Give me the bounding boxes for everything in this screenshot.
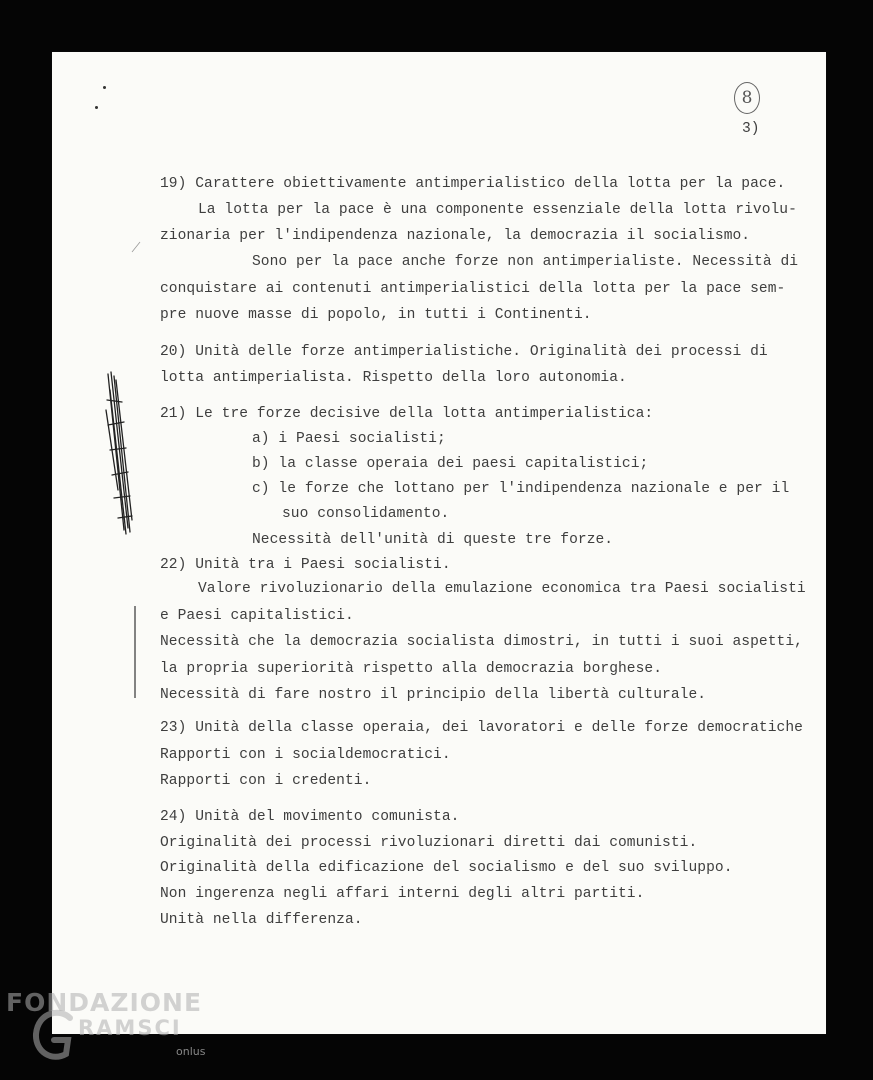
pen-hatch-mark bbox=[102, 370, 142, 540]
body-line: Valore rivoluzionario della emulazione economica tra Paesi socialisti bbox=[198, 581, 806, 597]
body-line: Originalità della edificazione del socialismo e del suo sviluppo. bbox=[160, 860, 733, 876]
body-line: Necessità di fare nostro il principio della libertà culturale. bbox=[160, 687, 707, 703]
body-line: conquistare ai contenuti antimperialistici della lotta per la pace sem- bbox=[160, 281, 786, 297]
item-22-heading: 22) Unità tra i Paesi socialisti. bbox=[160, 557, 451, 573]
body-line: Rapporti con i socialdemocratici. bbox=[160, 747, 451, 763]
item-21-heading: 21) Le tre forze decisive della lotta antimperialistica: bbox=[160, 406, 654, 422]
typed-page-number: 3) bbox=[742, 121, 760, 137]
item-19-heading: 19) Carattere obiettivamente antimperialistico della lotta per la pace. bbox=[160, 176, 786, 192]
body-line: Originalità dei processi rivoluzionari diretti dai comunisti. bbox=[160, 835, 698, 851]
item-23-heading: 23) Unità della classe operaia, dei lavoratori e delle forze democratiche bbox=[160, 720, 803, 736]
body-line: La lotta per la pace è una componente essenziale della lotta rivolu- bbox=[198, 202, 797, 218]
watermark-line1: FONDAZIONE bbox=[6, 988, 203, 1017]
watermark bbox=[0, 986, 260, 1080]
list-item-a: a) i Paesi socialisti; bbox=[252, 431, 446, 447]
margin-vertical-line bbox=[132, 604, 138, 700]
body-line: lotta antimperialista. Rispetto della loro autonomia. bbox=[160, 370, 627, 386]
item-24-heading: 24) Unità del movimento comunista. bbox=[160, 809, 460, 825]
body-line: la propria superiorità rispetto alla democrazia borghese. bbox=[160, 661, 663, 677]
document-page bbox=[52, 52, 826, 1034]
list-item-c-cont: suo consolidamento. bbox=[282, 506, 450, 522]
body-line: Non ingerenza negli affari interni degli altri partiti. bbox=[160, 886, 645, 902]
body-line: e Paesi capitalistici. bbox=[160, 608, 354, 624]
pencil-mark bbox=[130, 240, 142, 254]
handwritten-page-number: 8 bbox=[734, 82, 760, 114]
paper-speck bbox=[103, 86, 106, 89]
body-line: Rapporti con i credenti. bbox=[160, 773, 372, 789]
body-line: Unità nella differenza. bbox=[160, 912, 363, 928]
list-item-c: c) le forze che lottano per l'indipendenza nazionale e per il bbox=[252, 481, 790, 497]
list-item-b: b) la classe operaia dei paesi capitalistici; bbox=[252, 456, 649, 472]
body-line: Necessità dell'unità di queste tre forze. bbox=[252, 532, 614, 548]
body-line: Necessità che la democrazia socialista dimostri, in tutti i suoi aspetti, bbox=[160, 634, 803, 650]
body-line: pre nuove masse di popolo, in tutti i Continenti. bbox=[160, 307, 592, 323]
watermark-g-logo bbox=[32, 1006, 80, 1066]
body-line: zionaria per l'indipendenza nazionale, la democrazia il socialismo. bbox=[160, 228, 751, 244]
watermark-onlus: onlus bbox=[176, 1045, 206, 1058]
paper-speck bbox=[95, 106, 98, 109]
watermark-line2: RAMSCI bbox=[78, 1016, 182, 1040]
body-line: Sono per la pace anche forze non antimperialiste. Necessità di bbox=[252, 254, 799, 270]
item-20-heading: 20) Unità delle forze antimperialistiche. Originalità dei processi di bbox=[160, 344, 768, 360]
